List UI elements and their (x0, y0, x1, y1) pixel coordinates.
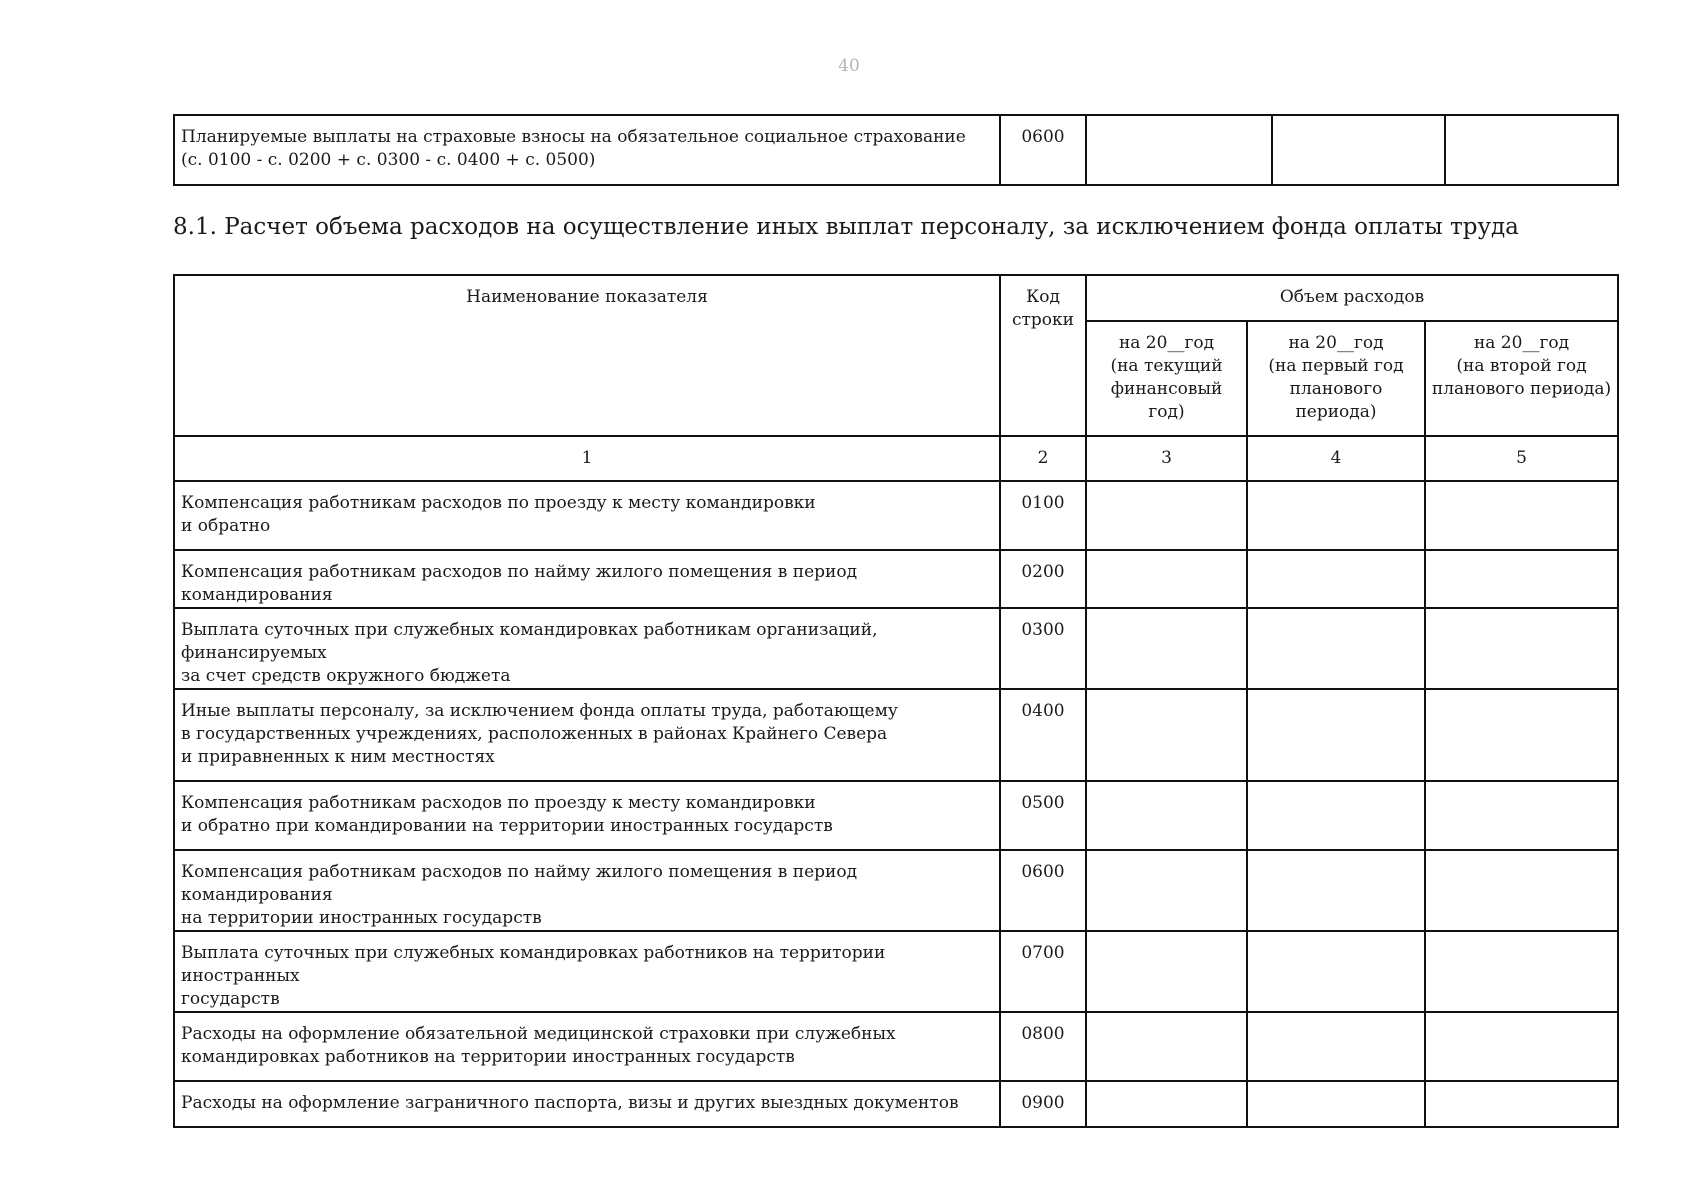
value-cell[interactable] (1086, 115, 1272, 185)
value-cell[interactable] (1425, 1081, 1618, 1127)
value-cell[interactable] (1425, 931, 1618, 1012)
value-cell[interactable] (1425, 1012, 1618, 1081)
section-title: 8.1. Расчет объема расходов на осуществление иных выплат персоналу, за исключением фонда оплаты труда (173, 214, 1519, 240)
value-cell[interactable] (1247, 1081, 1425, 1127)
page-number: 40 (838, 56, 860, 76)
header-year-second: на 20__год (на второй год планового периода) (1425, 321, 1618, 436)
table-row (174, 1081, 1618, 1127)
column-number: 1 (174, 436, 1000, 481)
value-cell[interactable] (1086, 781, 1247, 850)
table-row (174, 689, 1618, 781)
row-code: 0300 (1000, 608, 1086, 689)
row-name: Компенсация работникам расходов по проезду к месту командировки и обратно (174, 481, 1000, 550)
value-cell[interactable] (1247, 781, 1425, 850)
row-code: 0600 (1000, 850, 1086, 931)
other-payments-table (173, 274, 1619, 1128)
row-code: 0200 (1000, 550, 1086, 608)
table-row (174, 115, 1618, 185)
header-year-first: на 20__год (на первый год планового периода) (1247, 321, 1425, 436)
value-cell[interactable] (1247, 931, 1425, 1012)
column-number-row (174, 436, 1618, 481)
value-cell[interactable] (1086, 1081, 1247, 1127)
value-cell[interactable] (1086, 689, 1247, 781)
row-name: Компенсация работникам расходов по найму жилого помещения в период командирования (174, 550, 1000, 608)
row-name: Расходы на оформление заграничного паспорта, визы и других выездных документов (174, 1081, 1000, 1127)
row-name: Расходы на оформление обязательной медицинской страховки при служебных командировках работников на территории иностранных государств (174, 1012, 1000, 1081)
row-code: 0800 (1000, 1012, 1086, 1081)
value-cell[interactable] (1086, 550, 1247, 608)
row-name: Планируемые выплаты на страховые взносы на обязательное социальное страхование (с. 0100 - с. 0200 + с. 0300 - с. 0400 + с. 0500) (174, 115, 1000, 185)
table-row (174, 608, 1618, 689)
column-number: 4 (1247, 436, 1425, 481)
value-cell[interactable] (1425, 781, 1618, 850)
row-code: 0100 (1000, 481, 1086, 550)
value-cell[interactable] (1425, 689, 1618, 781)
value-cell[interactable] (1425, 481, 1618, 550)
row-code: 0700 (1000, 931, 1086, 1012)
value-cell[interactable] (1425, 608, 1618, 689)
header-row (174, 275, 1618, 321)
row-name: Выплата суточных при служебных командировках работникам организаций, финансируемых за счет средств окружного бюджета (174, 608, 1000, 689)
value-cell[interactable] (1086, 850, 1247, 931)
value-cell[interactable] (1086, 931, 1247, 1012)
row-name: Иные выплаты персоналу, за исключением фонда оплаты труда, работающему в государственных учреждениях, расположенных в районах Крайнего Севера и приравненных к ним местностях (174, 689, 1000, 781)
table-row (174, 931, 1618, 1012)
header-code: Код строки (1000, 275, 1086, 436)
column-number: 5 (1425, 436, 1618, 481)
row-name: Компенсация работникам расходов по проезду к месту командировки и обратно при командировании на территории иностранных государств (174, 781, 1000, 850)
table-row (174, 781, 1618, 850)
value-cell[interactable] (1272, 115, 1445, 185)
value-cell[interactable] (1247, 1012, 1425, 1081)
row-code: 0400 (1000, 689, 1086, 781)
table-row (174, 481, 1618, 550)
row-code: 0500 (1000, 781, 1086, 850)
value-cell[interactable] (1247, 608, 1425, 689)
header-name: Наименование показателя (174, 275, 1000, 436)
column-number: 3 (1086, 436, 1247, 481)
table-row (174, 850, 1618, 931)
header-year-current: на 20__год (на текущий финансовый год) (1086, 321, 1247, 436)
value-cell[interactable] (1425, 850, 1618, 931)
table-row (174, 1012, 1618, 1081)
table-row (174, 550, 1618, 608)
value-cell[interactable] (1445, 115, 1618, 185)
value-cell[interactable] (1086, 1012, 1247, 1081)
value-cell[interactable] (1086, 481, 1247, 550)
row-code: 0600 (1000, 115, 1086, 185)
value-cell[interactable] (1425, 550, 1618, 608)
value-cell[interactable] (1247, 550, 1425, 608)
insurance-payments-table (173, 114, 1619, 186)
value-cell[interactable] (1247, 481, 1425, 550)
value-cell[interactable] (1247, 689, 1425, 781)
value-cell[interactable] (1247, 850, 1425, 931)
row-name: Компенсация работникам расходов по найму жилого помещения в период командирования на территории иностранных государств (174, 850, 1000, 931)
value-cell[interactable] (1086, 608, 1247, 689)
header-volume: Объем расходов (1086, 275, 1618, 321)
row-name: Выплата суточных при служебных командировках работников на территории иностранных государств (174, 931, 1000, 1012)
column-number: 2 (1000, 436, 1086, 481)
row-code: 0900 (1000, 1081, 1086, 1127)
